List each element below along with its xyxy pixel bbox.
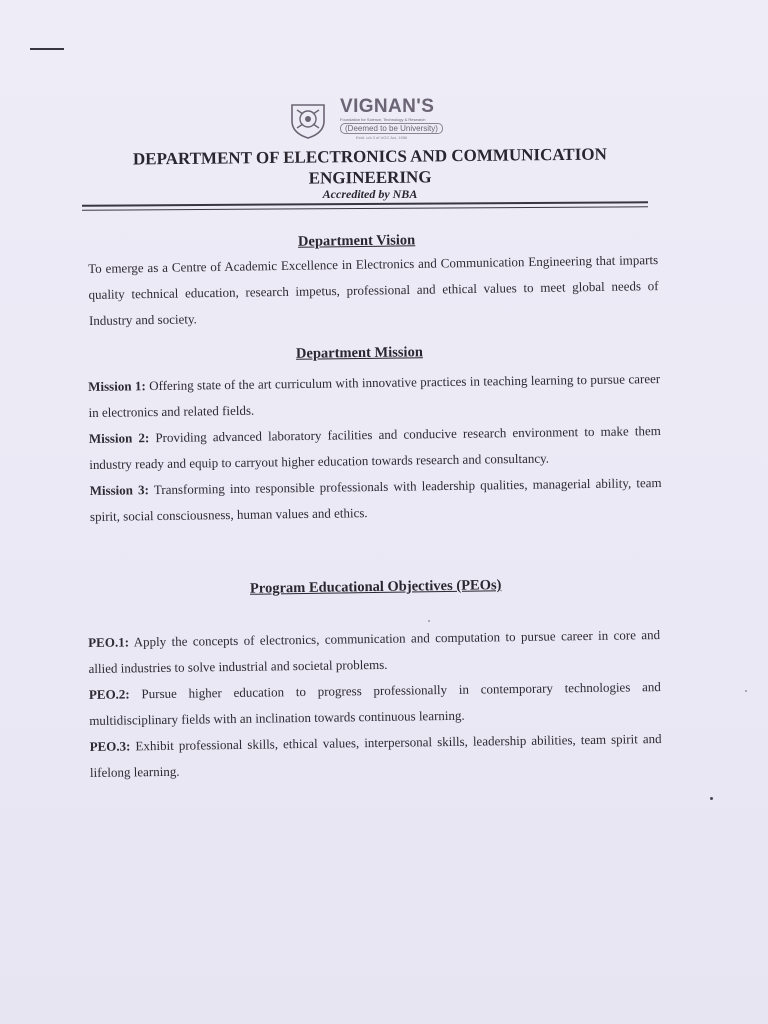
peo-text: Exhibit professional skills, ethical values, interpersonal skills, leadership abilities, team spirit and lifelong learning.: [89, 731, 662, 780]
peo-item: [88, 622, 661, 682]
university-logo: [288, 97, 478, 142]
mission-item: [88, 366, 661, 426]
peo-item: [89, 674, 662, 734]
corner-pen-mark: [30, 48, 64, 50]
scan-speck: [745, 690, 747, 692]
mission-label: Mission 1:: [88, 378, 146, 394]
peo-label: PEO.1:: [88, 634, 130, 650]
emblem-icon: [288, 99, 328, 139]
mission-text: Providing advanced laboratory facilities and conducive research environment to make them industry ready and equip to carryout higher education towards research and consultancy.: [89, 423, 661, 472]
mission-item: [89, 418, 662, 478]
mission-item: [89, 470, 662, 530]
peo-item: [89, 726, 662, 786]
department-title-text: DEPARTMENT OF ELECTRONICS AND COMMUNICATION ENGINEERING: [132, 144, 607, 188]
mission-text: Transforming into responsible professionals with leadership qualities, managerial ability, team spirit, social consciousness, human values and ethics.: [89, 475, 662, 524]
mission-heading: Department Mission: [295, 344, 423, 362]
vision-paragraph: To emerge as a Centre of Academic Excellence in Electronics and Communication Engineering that imparts quality technical education, research impetus, professional and ethical values to meet global needs of Industry and society.: [88, 252, 659, 328]
peo-list: [88, 622, 662, 786]
department-title: [0, 142, 740, 192]
logo-note: Estd. u/s 3 of UGC Act, 1956: [356, 135, 408, 140]
peo-label: PEO.2:: [88, 686, 130, 702]
logo-deemed-badge: (Deemed to be University): [340, 123, 443, 134]
mission-text: Offering state of the art curriculum with innovative practices in teaching learning to pursue career in electronics and related fields.: [88, 371, 661, 420]
header-rule-thin: [82, 206, 648, 210]
mission-label: Mission 2:: [88, 430, 150, 446]
logo-tagline: Foundation for Science, Technology & Research: [340, 117, 426, 122]
peo-label: PEO.3:: [89, 738, 131, 754]
scan-speck: [428, 620, 430, 622]
vision-heading: Department Vision: [297, 232, 416, 250]
peo-text: Apply the concepts of electronics, communication and computation to pursue career in core and allied industries to solve industrial and societal problems.: [88, 627, 661, 676]
mission-label: Mission 3:: [89, 482, 150, 498]
mission-list: [88, 366, 662, 530]
logo-brand-name: VIGNAN'S: [340, 96, 435, 117]
peo-text: Pursue higher education to progress professionally in contemporary technologies and multidisciplinary fields with an inclination towards continuous learning.: [89, 679, 661, 728]
peos-heading: Program Educational Objectives (PEOs): [249, 577, 502, 597]
scan-speck: [710, 797, 713, 800]
accreditation-label: Accredited by NBA: [322, 187, 418, 201]
